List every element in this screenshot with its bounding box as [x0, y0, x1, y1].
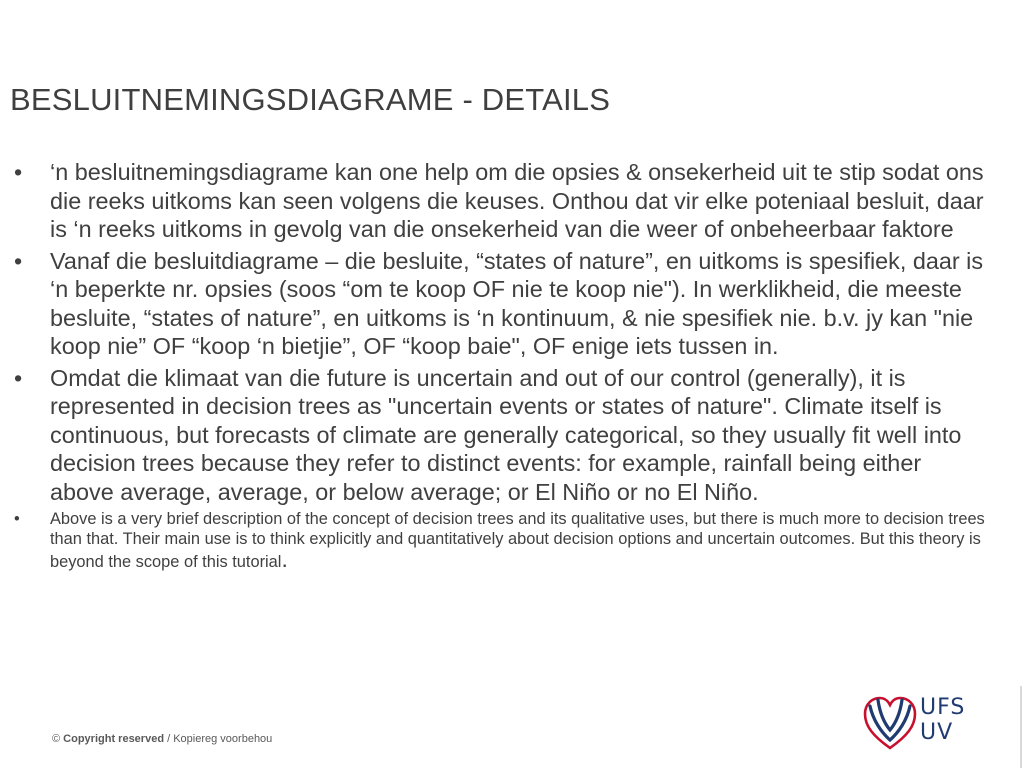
slide-edge-divider: [1020, 686, 1022, 768]
bullet-end-mark: .: [281, 546, 288, 572]
bullet-item-1: [12, 158, 987, 244]
bullet-list: [12, 158, 987, 575]
bullet-marker: •: [14, 247, 23, 274]
logo-text-uv: UV: [920, 720, 954, 745]
kopiereg-label: Kopiereg voorbehou: [173, 733, 273, 745]
footer-separator: /: [164, 733, 174, 745]
bullet-marker: •: [14, 364, 23, 391]
bullet-text-2: Vanaf die besluitdiagrame – die besluite, “states of nature”, en uitkoms is spesifiek, daar is ‘n beperkte nr. opsies (soos “om te koop OF nie te koop nie"). In werklikheid, die meeste besluite, “states of nature”, en uitkoms is ‘n kontinuum, & nie spesifiek nie. b.v. jy kan "nie koop nie” OF “koop ‘n bietjie”, OF “koop baie", OF enige iets tussen in.: [50, 247, 984, 359]
bullet-marker: •: [14, 510, 20, 528]
copyright-symbol: ©: [52, 733, 61, 745]
bullet-text-1: ‘n besluitnemingsdiagrame kan one help om die opsies & onsekerheid uit te stip sodat ons die reeks uitkoms kan seen volgens die keuses. Onthou dat vir elke poteniaal besluit, daar is ‘n reeks uitkoms in gevolg van die onsekerheid van die weer of onbeheerbaar faktore: [50, 159, 984, 242]
copyright-label: Copyright reserved: [63, 733, 165, 745]
bullet-item-2: [12, 247, 987, 361]
logo-text-ufs: UFS: [920, 695, 966, 720]
bullet-item-3: [12, 364, 987, 507]
bullet-text-3: Omdat die klimaat van die future is uncertain and out of our control (generally), it is represented in decision trees as "uncertain events or states of nature". Climate itself is continuous, but forecasts of climate are generally categorical, so they usually fit well into decision trees because they refer to distinct events: for example, rainfall being either above average, average, or below average; or El Niño or no El Niño.: [50, 364, 962, 505]
bullet-text-4: Above is a very brief description of the concept of decision trees and its qualitative uses, but there is much more to decision trees than that. Their main use is to think explicitly and quantitatively about decision options and uncertain outcomes. But this theory is beyond the scope of this tutorial: [50, 510, 985, 571]
bullet-item-4: [12, 509, 987, 572]
copyright-footer: [52, 733, 272, 745]
bullet-marker: •: [14, 159, 23, 185]
slide-title: BESLUITNEMINGSDIAGRAME - DETAILS: [10, 82, 611, 117]
